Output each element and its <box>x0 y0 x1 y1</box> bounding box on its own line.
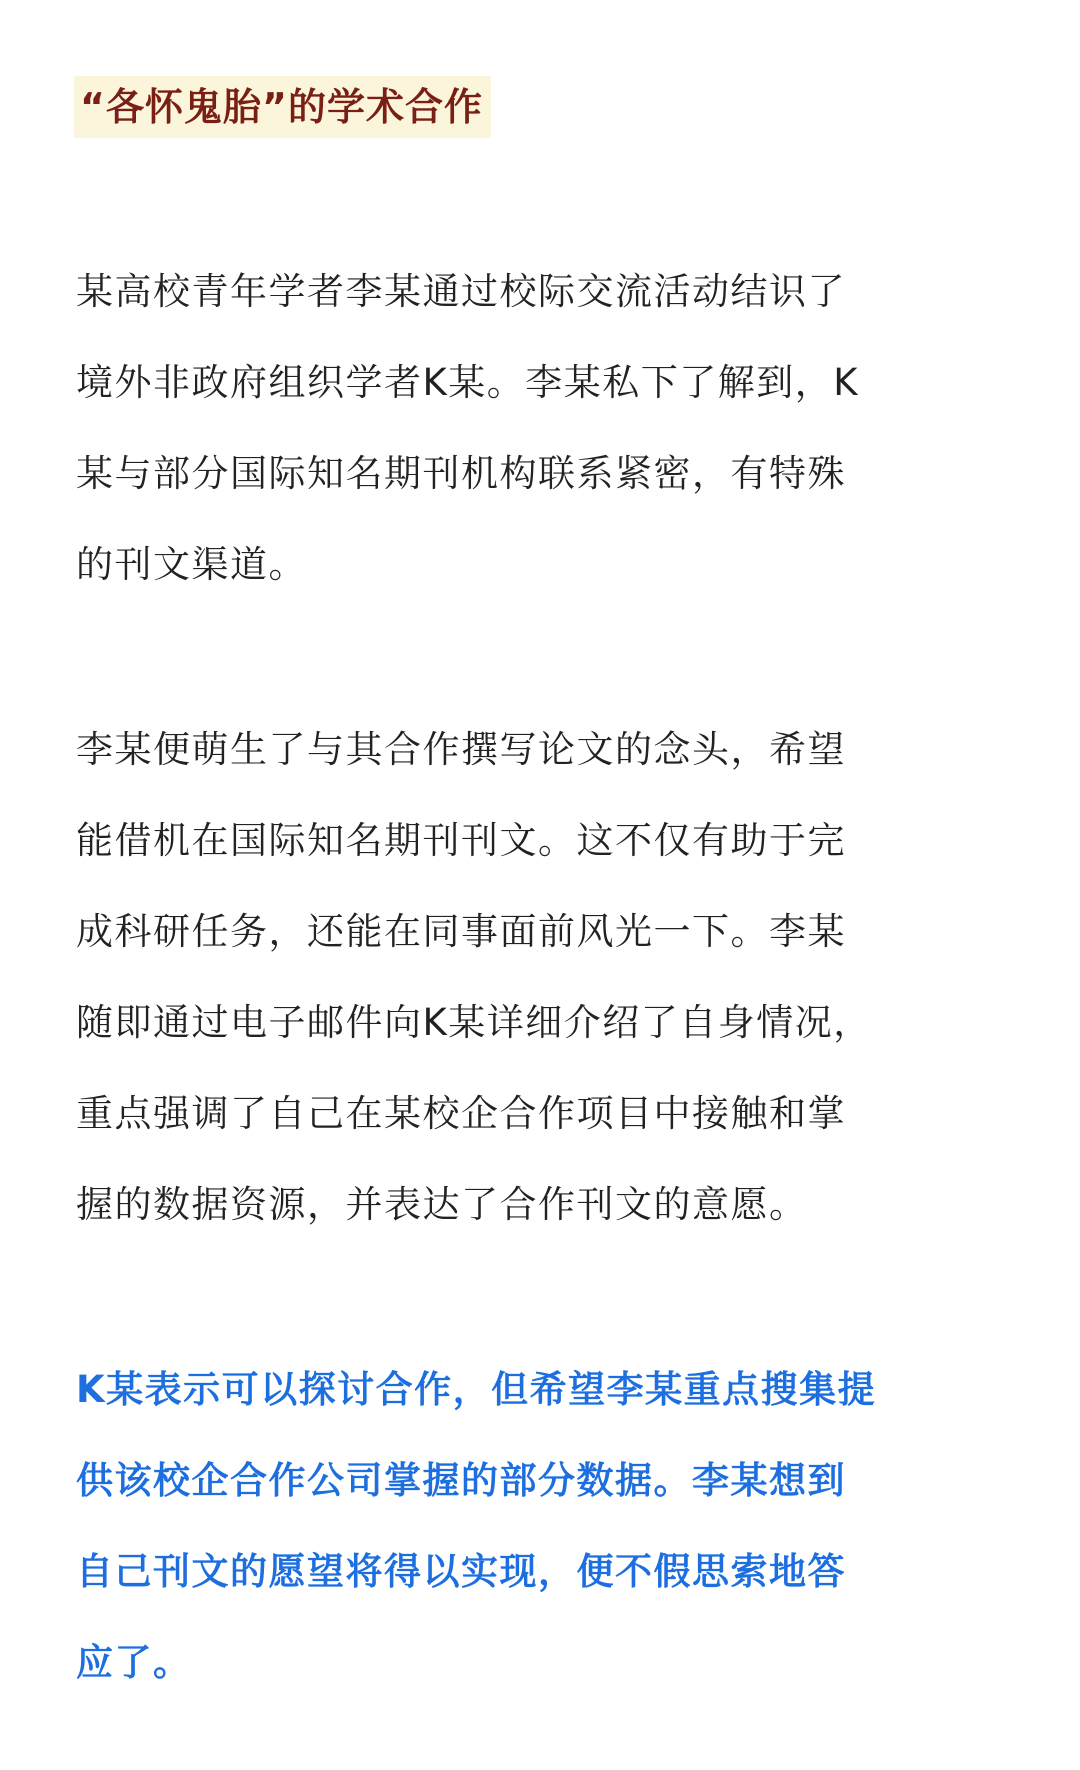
paragraph-line: 应了。 <box>76 1641 192 1684</box>
paragraph-line: 境外非政府组织学者K某。李某私下了解到，K <box>76 361 860 404</box>
paragraph-line: 某高校青年学者李某通过校际交流活动结识了 <box>76 270 846 313</box>
paragraph-line: 自己刊文的愿望将得以实现，便不假思索地答 <box>76 1550 846 1593</box>
paragraph-line: 重点强调了自己在某校企合作项目中接触和掌 <box>76 1092 846 1135</box>
paragraph-line: 李某便萌生了与其合作撰写论文的念头，希望 <box>76 728 846 771</box>
paragraph-line: 供该校企合作公司掌握的部分数据。李某想到 <box>76 1459 846 1502</box>
section-heading: “各怀鬼胎”的学术合作 <box>74 76 491 138</box>
highlighted-paragraph <box>76 1344 1006 1708</box>
paragraph-line: 某与部分国际知名期刊机构联系紧密，有特殊 <box>76 452 846 495</box>
paragraph-line: 成科研任务，还能在同事面前风光一下。李某 <box>76 910 846 953</box>
paragraph-line: 能借机在国际知名期刊刊文。这不仅有助于完 <box>76 819 846 862</box>
paragraph-line: 随即通过电子邮件向K某详细介绍了自身情况， <box>76 1001 872 1044</box>
paragraph-line: 握的数据资源，并表达了合作刊文的意愿。 <box>76 1183 808 1226</box>
paragraph-line: K某表示可以探讨合作，但希望李某重点搜集提 <box>76 1368 877 1411</box>
paragraph-2 <box>76 704 1006 1250</box>
paragraph-line: 的刊文渠道。 <box>76 543 307 586</box>
paragraph-1 <box>76 246 1006 610</box>
